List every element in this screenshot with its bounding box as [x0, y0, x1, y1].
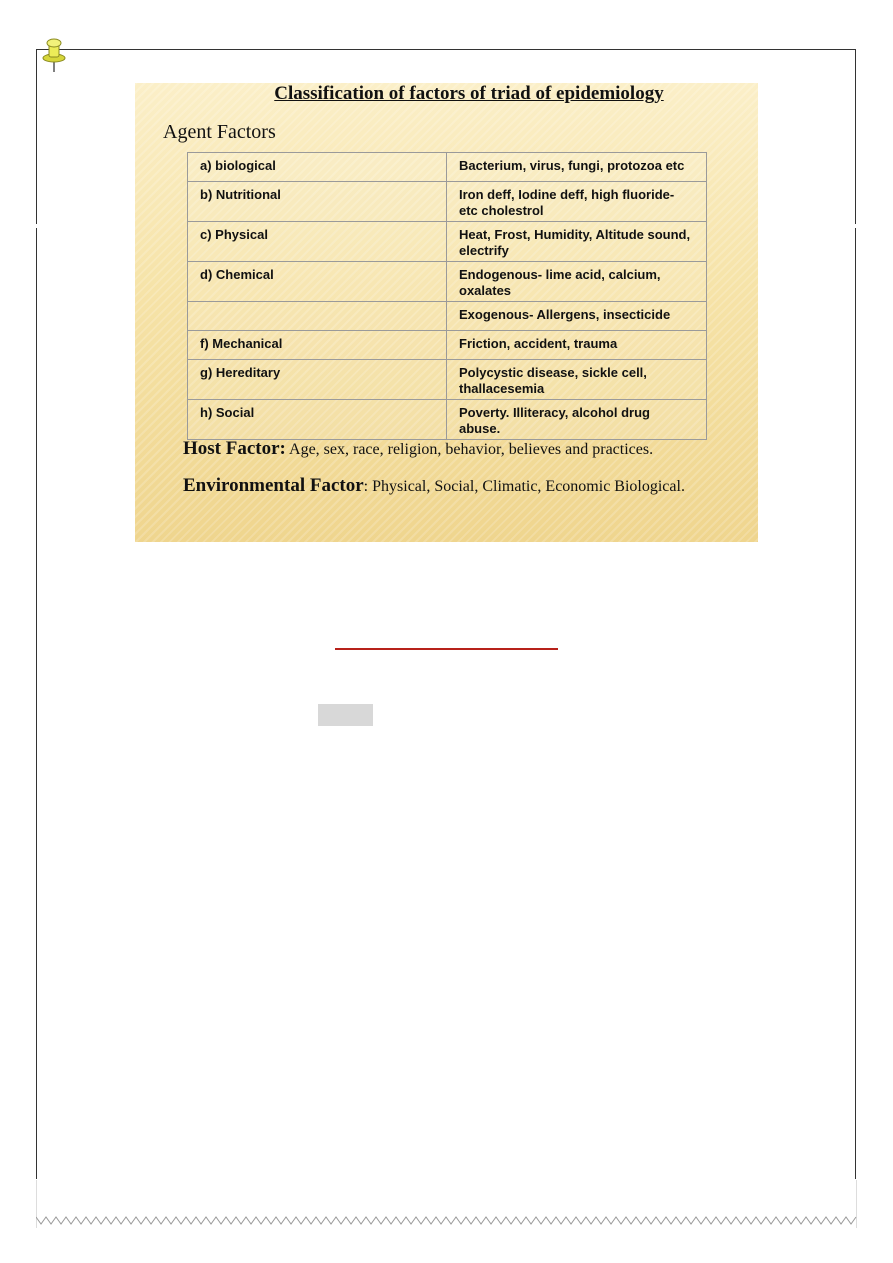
border-gap-left [32, 224, 42, 228]
examples-cell: Poverty. Illiteracy, alcohol drug abuse. [447, 400, 707, 440]
examples-cell: Endogenous- lime acid, calcium, oxalates [447, 262, 707, 302]
factor-cell: h) Social [188, 400, 447, 440]
table-row [188, 182, 707, 222]
table-row [188, 222, 707, 262]
factor-cell [188, 302, 447, 331]
host-factor-line [183, 438, 653, 460]
environmental-factor-text: : Physical, Social, Climatic, Economic Biological. [363, 478, 685, 495]
agent-factors-heading: Agent Factors [163, 121, 276, 143]
factor-cell: d) Chemical [188, 262, 447, 302]
factor-cell: c) Physical [188, 222, 447, 262]
table-row [188, 360, 707, 400]
table-row [188, 262, 707, 302]
agent-factors-table [187, 152, 707, 440]
slide-title: Classification of factors of triad of epidemiology [274, 83, 664, 104]
examples-cell: Friction, accident, trauma [447, 331, 707, 360]
border-gap-right [850, 224, 860, 228]
factor-cell: g) Hereditary [188, 360, 447, 400]
examples-cell: Iron deff, Iodine deff, high fluoride- etc cholestrol [447, 182, 707, 222]
page-tear-edge [36, 1214, 857, 1226]
environmental-factor-label: Environmental Factor [183, 475, 364, 496]
examples-cell: Exogenous- Allergens, insecticide [447, 302, 707, 331]
table-row [188, 153, 707, 182]
host-factor-label: Host Factor: [183, 438, 286, 459]
push-pin-icon [40, 36, 70, 74]
table-row [188, 331, 707, 360]
factor-cell: b) Nutritional [188, 182, 447, 222]
table-row [188, 400, 707, 440]
examples-cell: Heat, Frost, Humidity, Altitude sound, electrify [447, 222, 707, 262]
gray-highlight-box [318, 704, 373, 726]
examples-cell: Bacterium, virus, fungi, protozoa etc [447, 153, 707, 182]
factor-cell: a) biological [188, 153, 447, 182]
host-factor-text: Age, sex, race, religion, behavior, believes and practices. [285, 441, 654, 458]
table-row [188, 302, 707, 331]
factor-cell: f) Mechanical [188, 331, 447, 360]
agent-factors-slide [135, 83, 758, 542]
red-divider-line [335, 648, 558, 650]
examples-cell: Polycystic disease, sickle cell, thallacesemia [447, 360, 707, 400]
environmental-factor-line [183, 475, 703, 498]
